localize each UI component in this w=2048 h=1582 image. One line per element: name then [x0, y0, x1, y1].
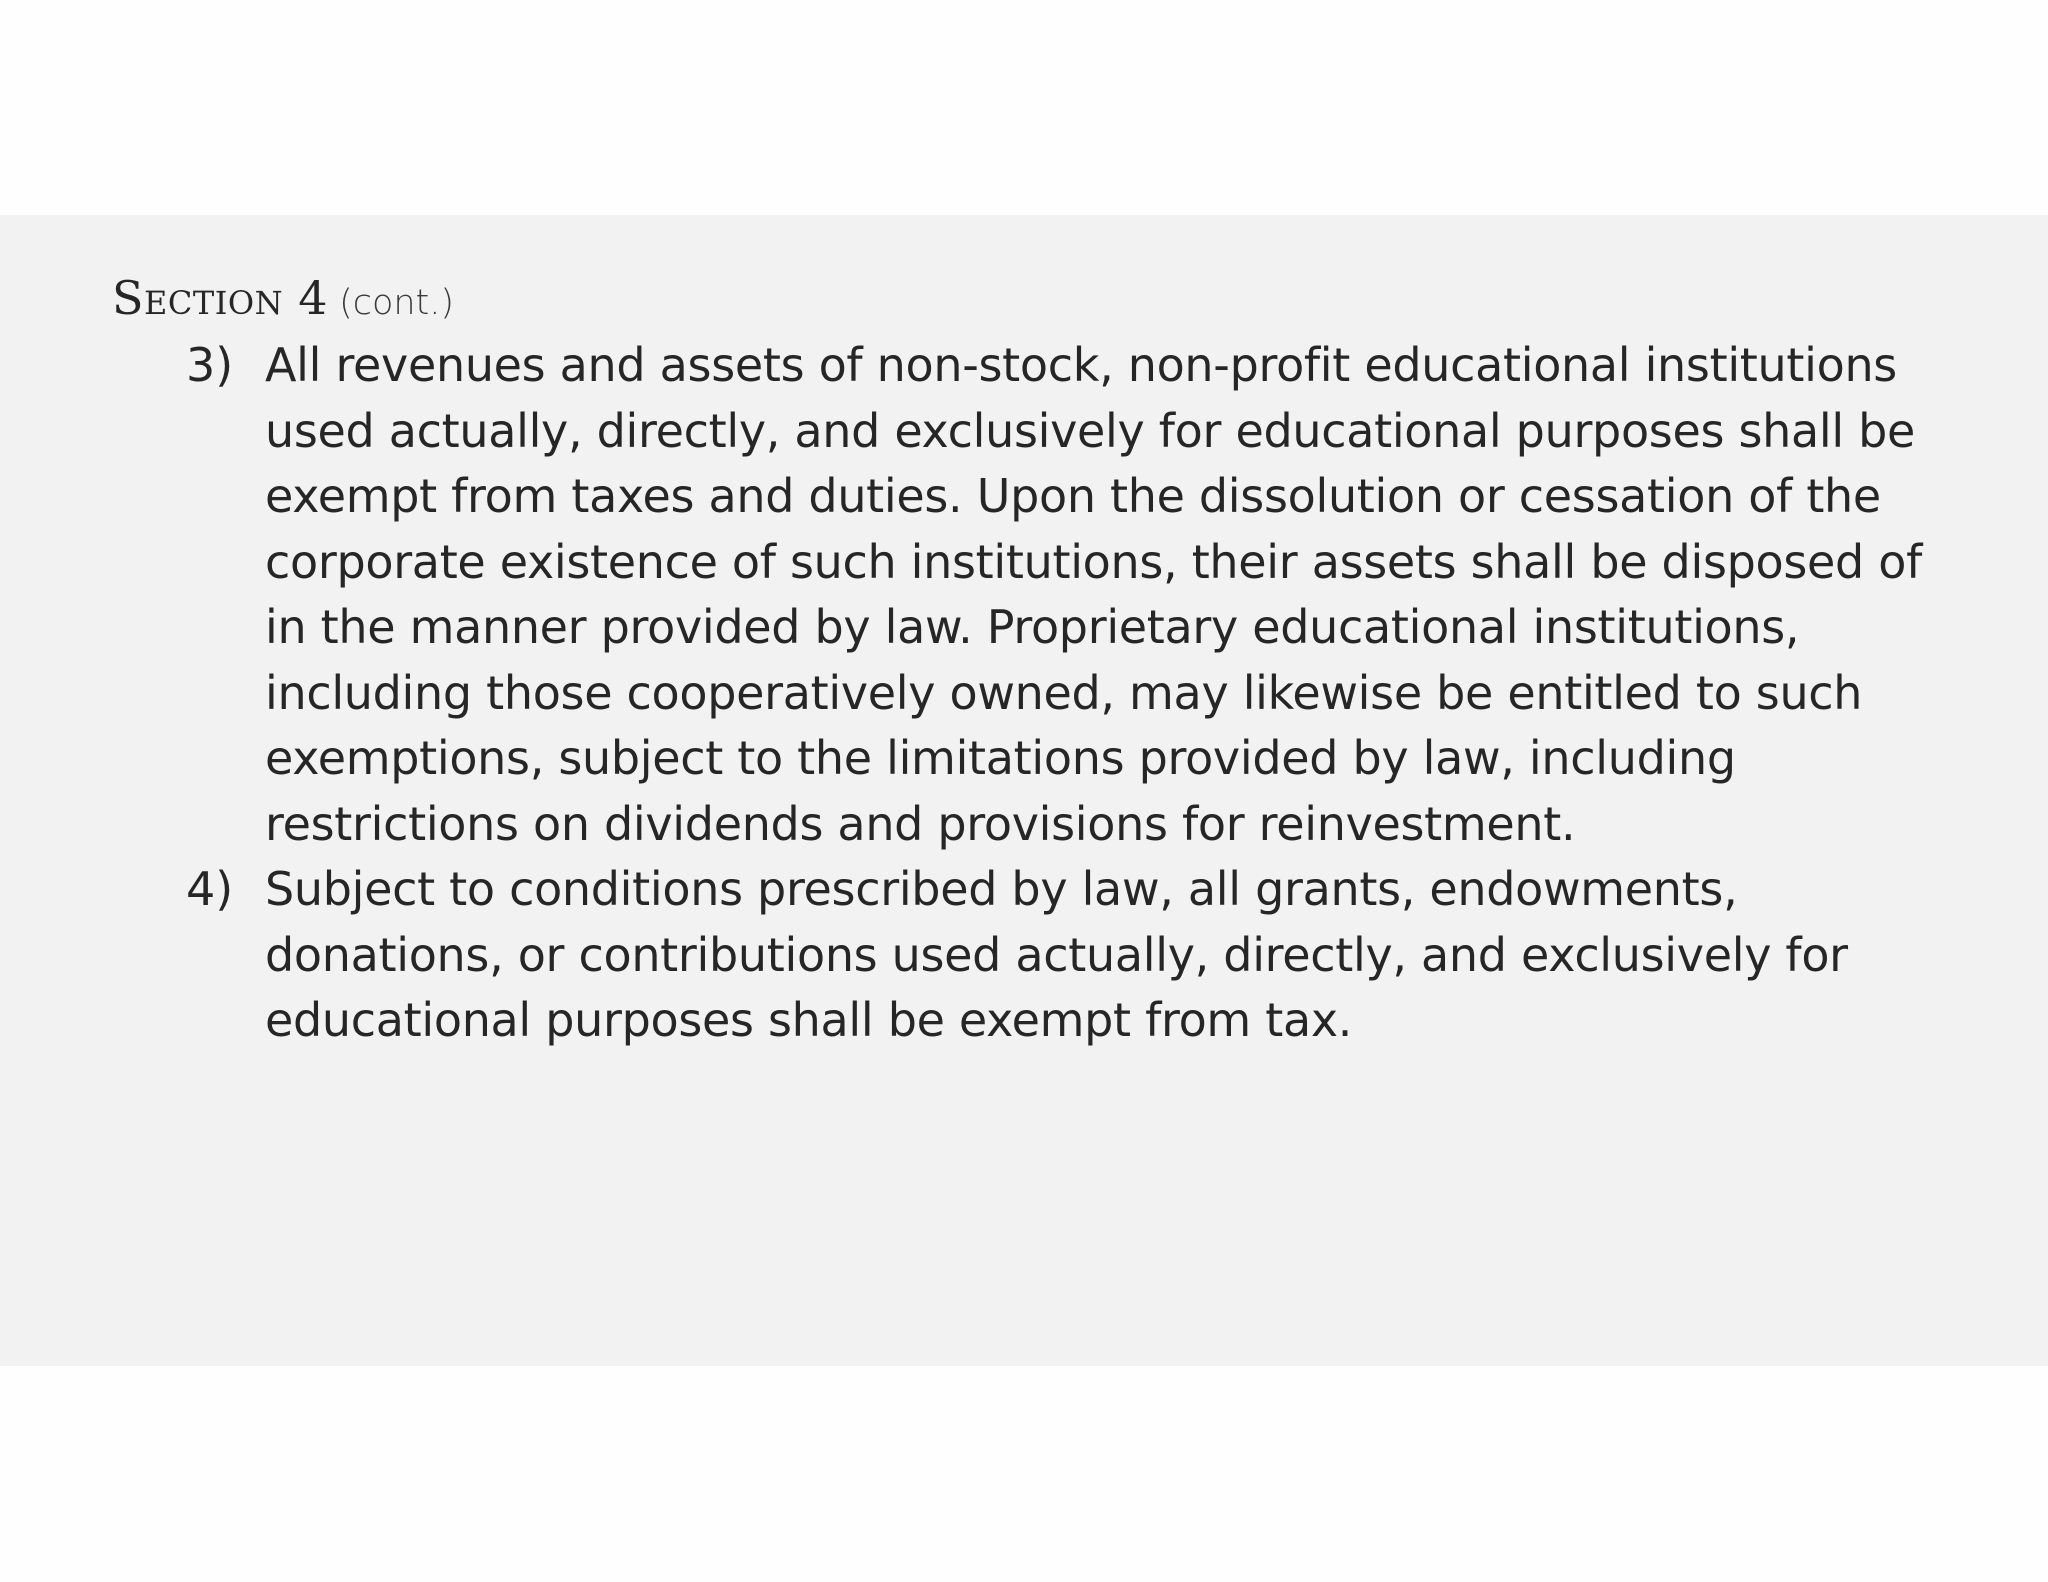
provision-number: 3) [186, 338, 234, 392]
provision-item-4 [186, 857, 1946, 1054]
provision-text: Subject to conditions prescribed by law, all grants, endowments, donations, or contributions used actually, directly, and exclusively for educational purposes shall be exempt from tax. [265, 862, 1848, 1047]
provision-list [186, 333, 1946, 1054]
provision-item-3 [186, 333, 1946, 857]
section-heading [112, 268, 454, 328]
provision-number: 4) [186, 862, 234, 916]
section-continuation-note: (cont.) [339, 283, 455, 323]
provision-text: All revenues and assets of non-stock, non-profit educational institutions used actually, directly, and exclusively for educational purposes shall be exempt from taxes and duties. Upon the dissolution or cessation of the corporate existence of such institutions, their assets shall be disposed of in the manner provided by law. Proprietary educational institutions, including those cooperatively owned, may likewise be entitled to such exemptions, subject to the limitations provided by law, including restrictions on dividends and provisions for reinvestment. [265, 338, 1922, 851]
section-title: Section 4 [112, 271, 328, 325]
